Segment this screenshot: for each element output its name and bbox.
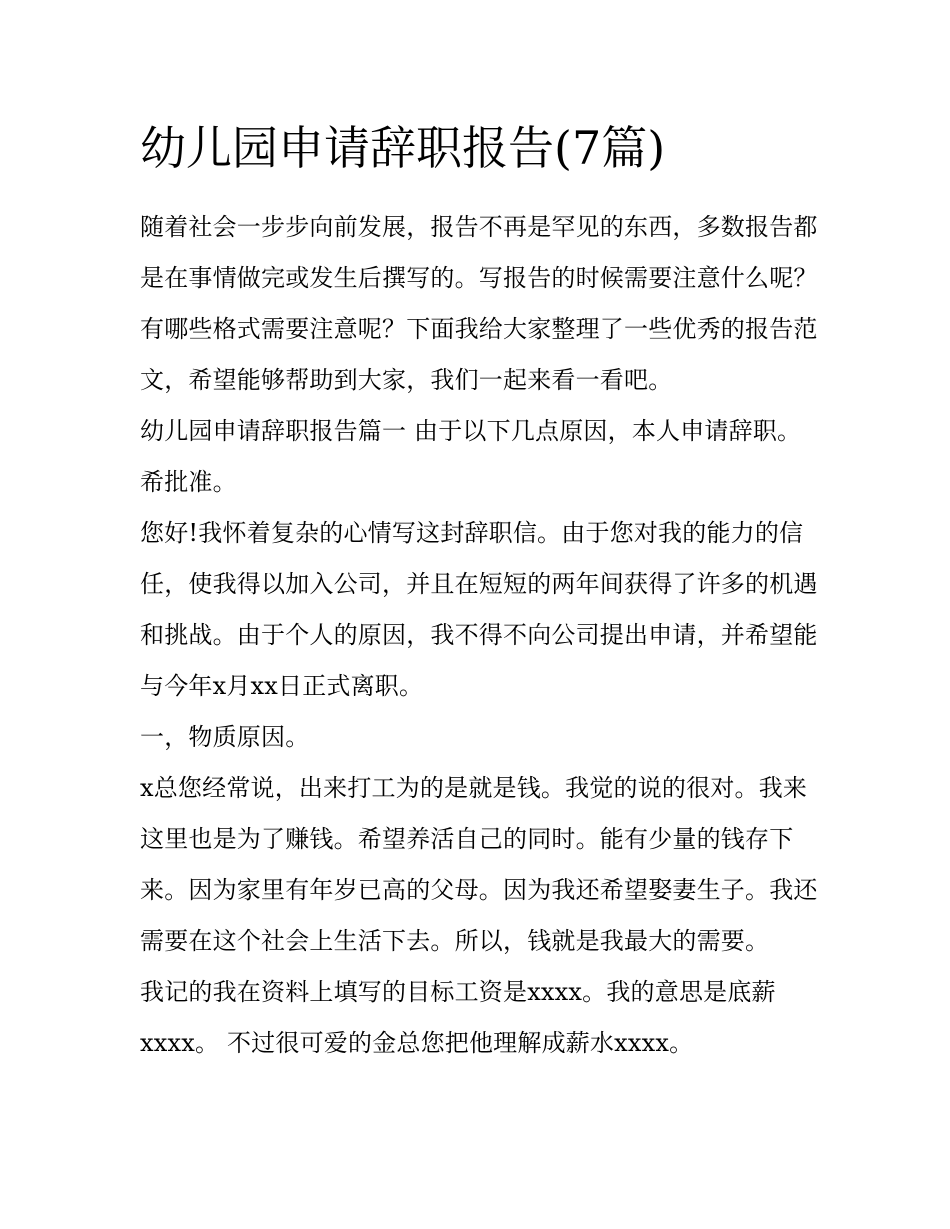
paragraph-reason-body: x总您经常说，出来打工为的是就是钱。我觉的说的很对。我来这里也是为了赚钱。希望养活自己的同时。能有少量的钱存下来。因为家里有年岁已高的父母。因为我还希望娶妻生子。我还需要在这个社会上生活下去。所以，钱就是我最大的需要。 <box>140 774 818 955</box>
paragraph-salary: 我记的我在资料上填写的目标工资是xxxx。我的意思是底薪xxxx。 不过很可爱的金总您把他理解成薪水xxxx。 <box>140 978 776 1057</box>
document-page <box>140 108 820 1069</box>
paragraph-greeting: 您好!我怀着复杂的心情写这封辞职信。由于您对我的能力的信任，使我得以加入公司，并且在短短的两年间获得了许多的机遇和挑战。由于个人的原因，我不得不向公司提出申请，并希望能与今年x月xx日正式离职。 <box>140 519 818 700</box>
page-title: 幼儿园申请辞职报告(7篇) <box>140 121 666 175</box>
paragraph-intro: 随着社会一步步向前发展，报告不再是罕见的东西，多数报告都是在事情做完或发生后撰写的。写报告的时候需要注意什么呢？有哪些格式需要注意呢？下面我给大家整理了一些优秀的报告范文，希望能够帮助到大家，我们一起来看一看吧。 <box>140 213 818 394</box>
paragraph-reason-heading: 一，物质原因。 <box>140 723 310 751</box>
paragraph-section-heading: 幼儿园申请辞职报告篇一 由于以下几点原因，本人申请辞职。 希批准。 <box>140 417 802 496</box>
